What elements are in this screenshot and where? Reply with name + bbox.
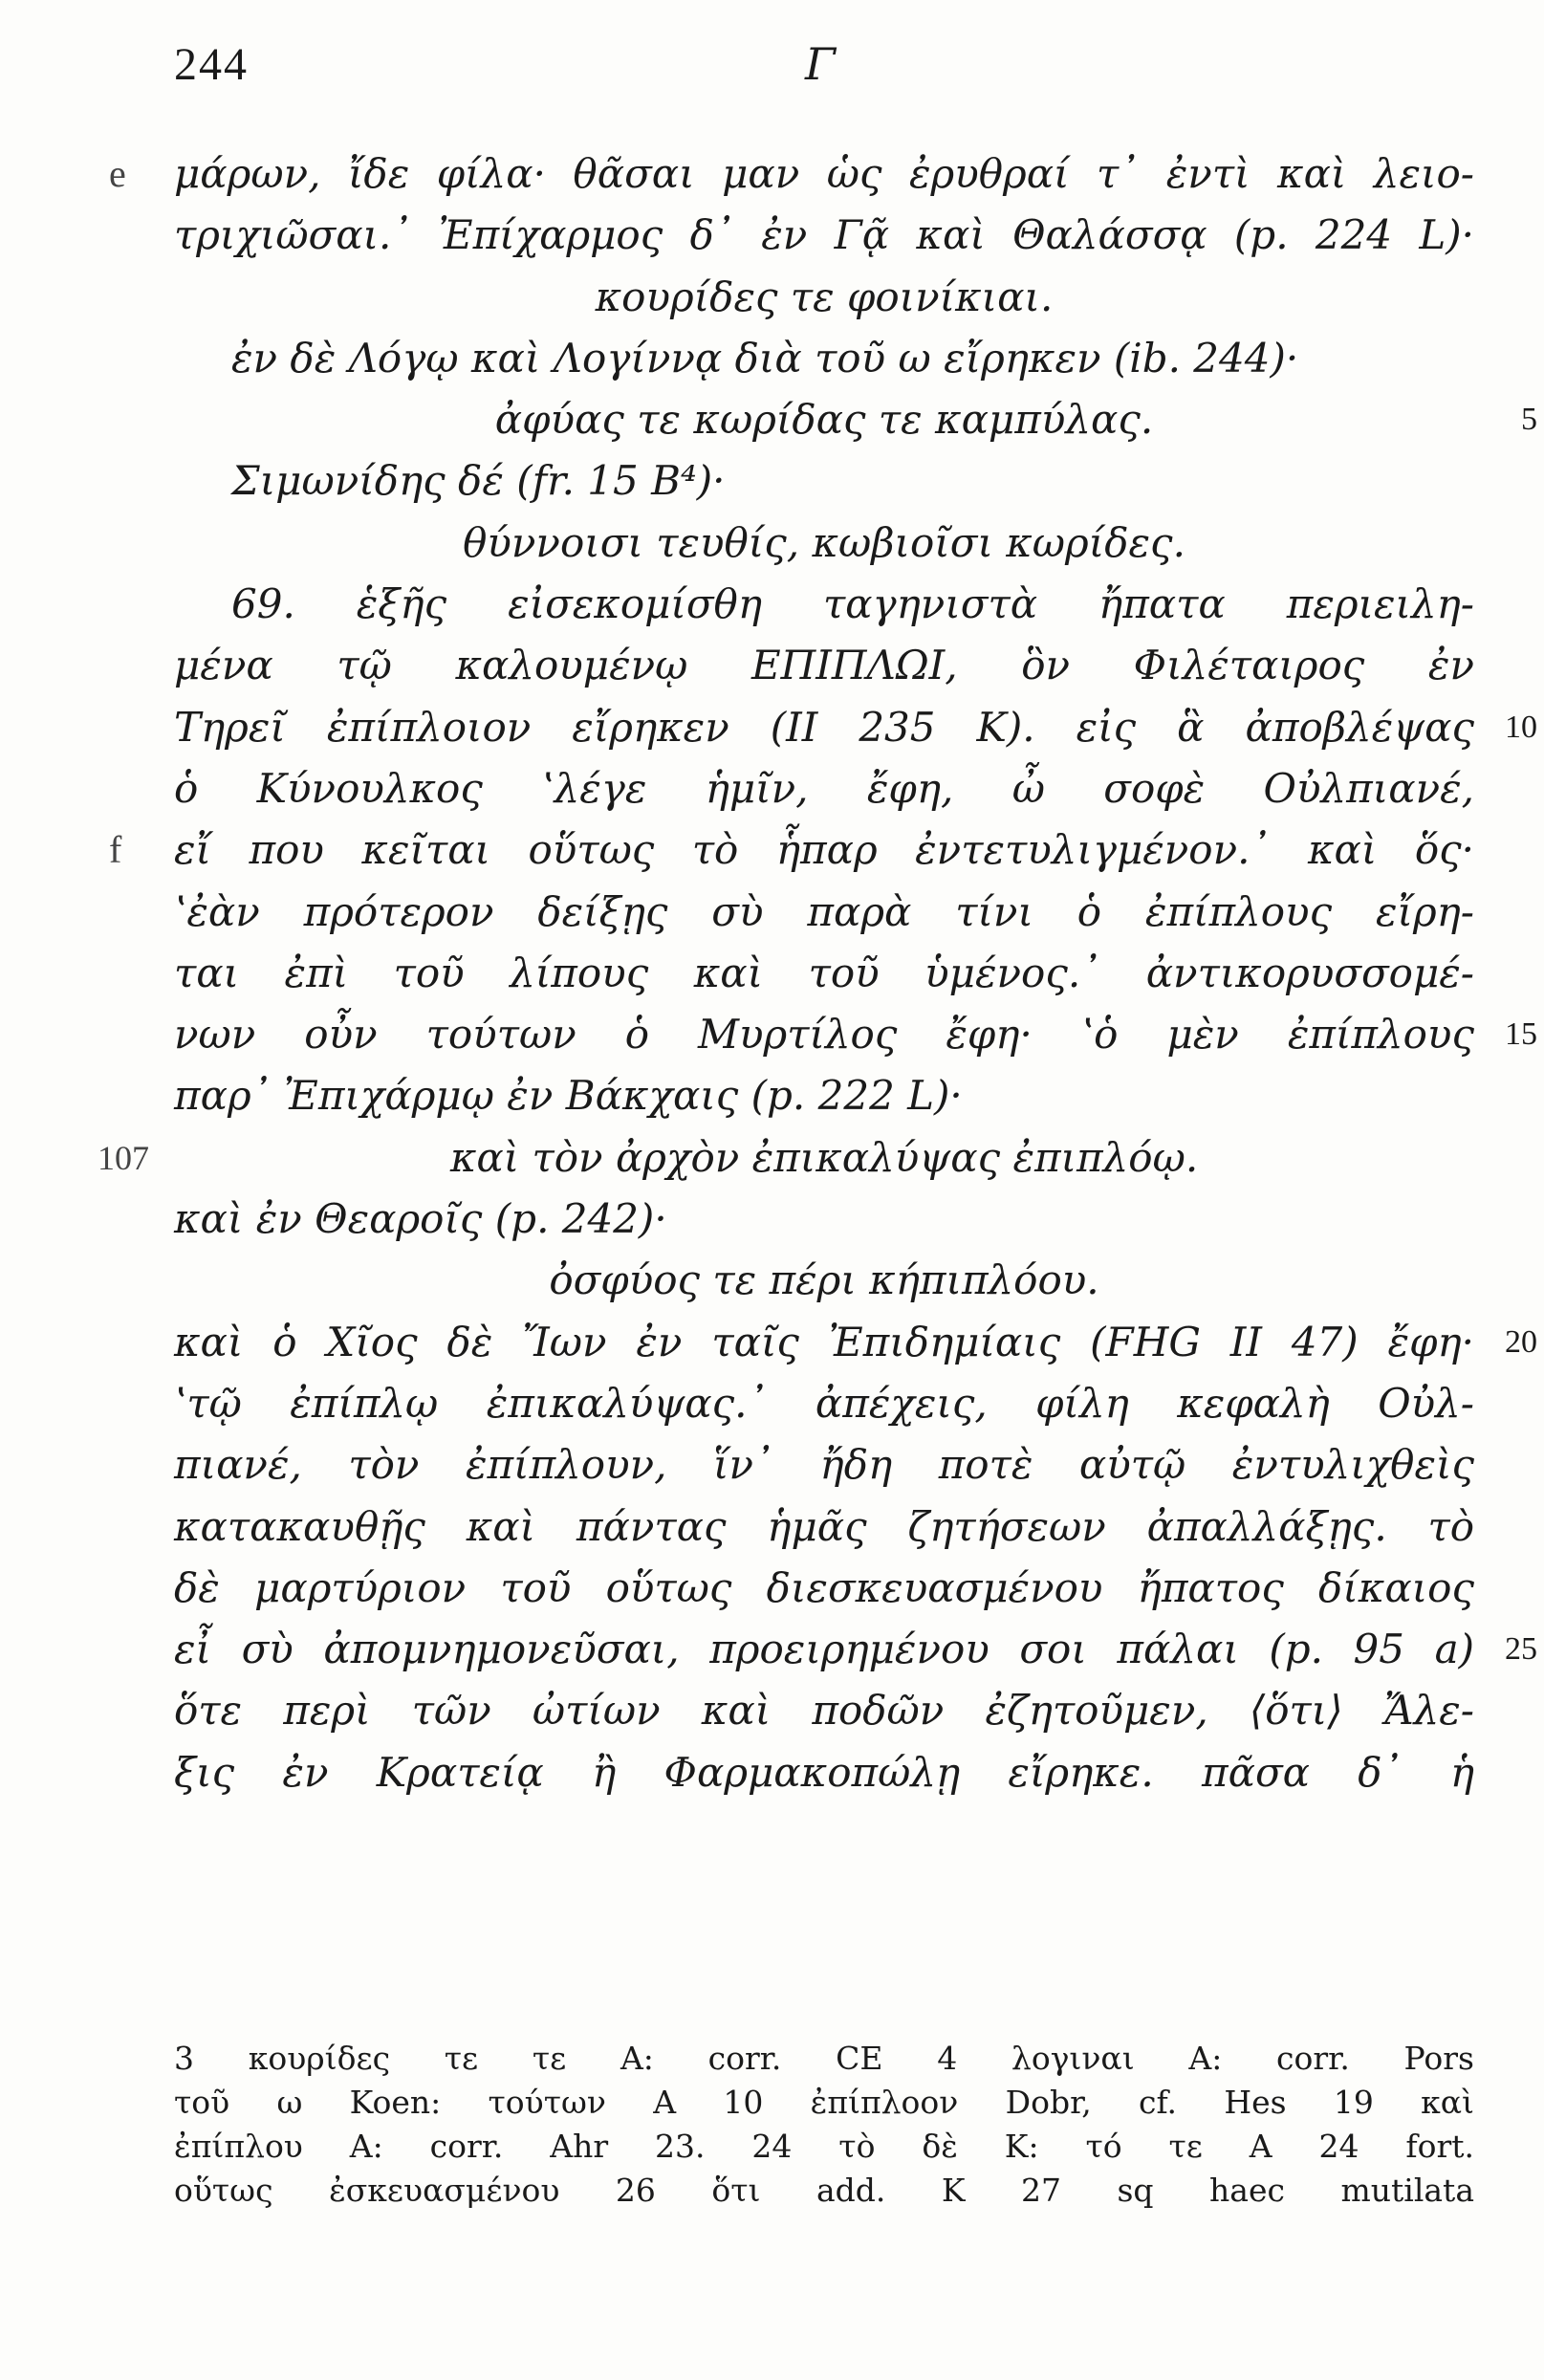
text-line — [98, 1127, 1474, 1189]
line-text: ται ἐπὶ τοῦ λίπους καὶ τοῦ ὑμένος.᾽ ἀντικορυσσομέ- — [174, 949, 1474, 996]
text-line — [174, 1496, 1474, 1558]
line-number: 5 — [1521, 402, 1537, 438]
text-line — [109, 143, 1474, 205]
text-line — [174, 1065, 1474, 1126]
line-number: 10 — [1505, 709, 1537, 745]
text-line — [174, 1189, 1474, 1250]
line-text: παρ᾽ Ἐπιχάρμῳ ἐν Βάκχαις (p. 222 L)· — [174, 1072, 963, 1120]
line-text: μάρων, ἴδε φίλα· θᾶσαι μαν ὡς ἐρυθραί τ᾽ ἐντὶ καὶ λειο- — [174, 150, 1474, 197]
line-text: εἴ που κεῖται οὕτως τὸ ἧπαρ ἐντετυλιγμένον.᾽ καὶ ὅς· — [174, 826, 1474, 874]
line-text: κατακαυθῇς καὶ πάντας ἡμᾶς ζητήσεων ἀπαλλάξῃς. τὸ — [174, 1502, 1474, 1550]
text-line — [174, 882, 1474, 943]
line-text: ὁ Κύνουλκος ʽλέγε ἡμῖν, ἔφη, ὦ σοφὲ Οὐλπιανέ, — [174, 764, 1474, 812]
footnote-line: τοῦ ω Koen: τούτων A 10 ἐπίπλοον Dobr, cf. Hes 19 καὶ — [174, 2084, 1474, 2121]
text-line — [174, 574, 1474, 635]
text-line — [174, 697, 1537, 758]
line-text: Σιμωνίδης δέ (fr. 15 B⁴)· — [231, 457, 726, 505]
text-line — [174, 1312, 1537, 1373]
line-text: ὀσφύος τε πέρι κήπιπλόου. — [549, 1256, 1099, 1304]
line-text: Τηρεῖ ἐπίπλοιον εἴρηκεν (II 235 K). εἰς ἃ ἀποβλέψας — [174, 703, 1474, 751]
line-text: θύννοισι τευθίς, κωβιοῖσι κωρίδες. — [463, 518, 1185, 566]
line-text: ʽτῷ ἐπίπλῳ ἐπικαλύψας.᾽ ἀπέχεις, φίλη κεφαλὴ Οὐλ- — [174, 1379, 1474, 1427]
line-text: καὶ τὸν ἀρχὸν ἐπικαλύψας ἐπιπλόῳ. — [449, 1133, 1199, 1181]
line-text: καὶ ὁ Χῖος δὲ Ἴων ἐν ταῖς Ἐπιδημίαις (FHG II 47) ἔφη· — [174, 1318, 1474, 1365]
line-text: κουρίδες τε φοινίκιαι. — [595, 273, 1054, 320]
text-line — [174, 943, 1474, 1004]
line-number: 25 — [1505, 1631, 1537, 1668]
running-head: Γ — [805, 38, 836, 90]
text-line — [174, 1619, 1537, 1680]
text-line — [174, 513, 1474, 574]
text-line — [174, 635, 1474, 696]
main-text — [98, 143, 1537, 1803]
casaubon-page-number: 107 — [98, 1138, 149, 1177]
apparatus-criticus — [174, 2037, 1474, 2213]
line-text: 69. ἑξῆς εἰσεκομίσθη ταγηνιστὰ ἤπατα περιειλη- — [231, 580, 1474, 628]
footnote-line: οὕτως ἐσκευασμένου 26 ὅτι add. K 27 sq haec mutilata — [174, 2172, 1474, 2209]
text-line — [174, 267, 1474, 328]
text-line — [174, 1004, 1537, 1065]
line-number: 20 — [1505, 1323, 1537, 1360]
text-line — [174, 1680, 1474, 1741]
line-text: ἐν δὲ Λόγῳ καὶ Λογίννᾳ διὰ τοῦ ω εἴρηκεν (ib. 244)· — [231, 334, 1299, 382]
line-number: 15 — [1505, 1016, 1537, 1053]
line-text: δὲ μαρτύριον τοῦ οὕτως διεσκευασμένου ἤπατος δίκαιος — [174, 1563, 1474, 1611]
text-line — [174, 205, 1474, 266]
line-text: πιανέ, τὸν ἐπίπλουν, ἵν᾽ ἤδη ποτὲ αὐτῷ ἐντυλιχθεὶς — [174, 1441, 1474, 1489]
text-line — [174, 450, 1474, 512]
page-header — [174, 38, 1474, 105]
line-text: ἀφύας τε κωρίδας τε καμπύλας. — [494, 396, 1154, 444]
line-text: ὅτε περὶ τῶν ὠτίων καὶ ποδῶν ἐζητοῦμεν, ⟨ὅτι⟩ Ἄλε- — [174, 1687, 1474, 1735]
line-text: νων οὖν τούτων ὁ Μυρτίλος ἔφη· ʽὁ μὲν ἐπίπλους — [174, 1011, 1474, 1059]
text-line — [174, 389, 1537, 450]
section-letter: f — [109, 828, 122, 872]
text-line — [174, 1250, 1474, 1311]
line-text: εἶ σὺ ἀπομνημονεῦσαι, προειρημένου σοι πάλαι (p. 95 a) — [174, 1626, 1474, 1673]
text-line — [174, 758, 1474, 819]
line-text: καὶ ἐν Θεαροῖς (p. 242)· — [174, 1195, 667, 1243]
line-text: τριχιῶσαι.᾽ Ἐπίχαρμος δ᾽ ἐν Γᾷ καὶ Θαλάσσᾳ (p. 224 L)· — [174, 211, 1474, 259]
text-line — [174, 1434, 1474, 1496]
footnote-line: 3 κουρίδες τε τε A: corr. CE 4 λογιναι A: corr. Pors — [174, 2040, 1474, 2077]
text-line — [174, 1373, 1474, 1434]
line-text: μένα τῷ καλουμένῳ ΕΠΙΠΛΩΙ, ὃν Φιλέταιρος ἐν — [174, 642, 1474, 689]
footnote-line: ἐπίπλου A: corr. Ahr 23. 24 τὸ δὲ K: τό τε A 24 fort. — [174, 2128, 1474, 2165]
section-letter: e — [109, 152, 126, 195]
text-line — [174, 328, 1474, 389]
text-line — [174, 1558, 1474, 1619]
line-text: ʽἐὰν πρότερον δείξῃς σὺ παρὰ τίνι ὁ ἐπίπλους εἴρη- — [174, 887, 1474, 935]
page-number: 244 — [174, 39, 249, 90]
text-line — [174, 1742, 1474, 1803]
text-line — [109, 819, 1474, 881]
line-text: ξις ἐν Κρατείᾳ ἢ Φαρμακοπώλῃ εἴρηκε. πᾶσα δ᾽ ἡ — [174, 1748, 1474, 1796]
